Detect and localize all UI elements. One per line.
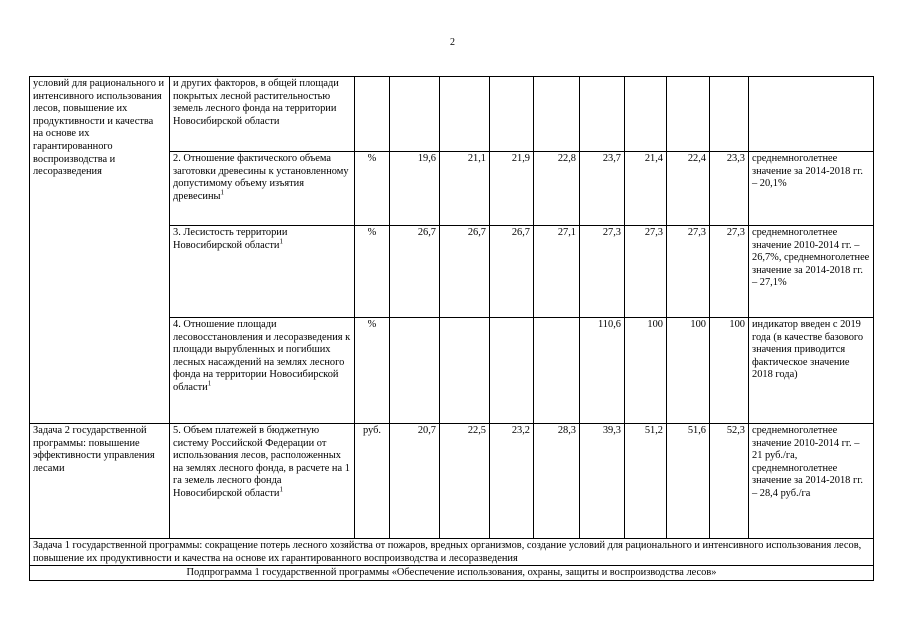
unit-cell: руб. — [355, 424, 390, 539]
indicator-text: 4. Отношение площади лесовосстановления и лесоразведения к площади вырубленных и погибших лесных насаждений на землях лесного фонда на территории Новосибирской области — [173, 319, 351, 393]
value-cell: 110,6 — [580, 318, 625, 424]
value-cell: 21,1 — [440, 152, 490, 226]
unit-cell: % — [355, 226, 390, 318]
indicator-cell — [170, 318, 355, 424]
value-cell: 51,6 — [667, 424, 710, 539]
value-cell: 22,5 — [440, 424, 490, 539]
table-row — [30, 566, 874, 581]
task-cell: Задача 2 государственной программы: повышение эффективности управления лесами — [30, 424, 170, 539]
value-cell: 20,7 — [390, 424, 440, 539]
value-cell — [490, 318, 534, 424]
note-cell: среднемноголетнее значение за 2014-2018 гг. – 20,1% — [749, 152, 874, 226]
value-cell — [580, 77, 625, 152]
indicators-table — [29, 76, 874, 581]
value-cell: 26,7 — [440, 226, 490, 318]
value-cell: 27,3 — [625, 226, 667, 318]
footnote-mark: 1 — [207, 379, 212, 388]
indicator-cell — [170, 226, 355, 318]
indicator-cell — [170, 424, 355, 539]
value-cell: 52,3 — [710, 424, 749, 539]
value-cell: 27,3 — [710, 226, 749, 318]
indicator-cell: и других факторов, в общей площади покрытых лесной растительностью земель лесного фонда на территории Новосибирской области — [170, 77, 355, 152]
unit-cell — [355, 77, 390, 152]
unit-cell: % — [355, 318, 390, 424]
task-cell: условий для рационального и интенсивного использования лесов, повышение их продуктивности и качества на основе их гарантированного воспроизводства и лесоразведения — [30, 77, 170, 424]
value-cell — [667, 77, 710, 152]
value-cell — [625, 77, 667, 152]
unit-cell: % — [355, 152, 390, 226]
footnote-mark: 1 — [279, 237, 283, 246]
value-cell: 100 — [710, 318, 749, 424]
table-row — [30, 424, 874, 539]
note-cell: среднемноголетнее значение 2010-2014 гг. – 26,7%, среднемноголетнее значение за 2014-2018 гг. – 27,1% — [749, 226, 874, 318]
value-cell — [440, 318, 490, 424]
table-row — [30, 539, 874, 566]
value-cell: 27,3 — [667, 226, 710, 318]
indicator-cell — [170, 152, 355, 226]
value-cell: 23,7 — [580, 152, 625, 226]
value-cell: 27,3 — [580, 226, 625, 318]
value-cell: 21,9 — [490, 152, 534, 226]
indicator-text: 5. Объем платежей в бюджетную систему Российской Федерации от использования лесов, расположенных на землях лесного фонда, в расчете на 1 га земель лесного фонда Новосибирской области — [173, 425, 350, 499]
table-row — [30, 77, 874, 152]
value-cell: 51,2 — [625, 424, 667, 539]
page-number: 2 — [450, 37, 455, 48]
value-cell: 100 — [667, 318, 710, 424]
indicator-text: 3. Лесистость территории Новосибирской области — [173, 227, 288, 251]
value-cell — [534, 77, 580, 152]
value-cell: 27,1 — [534, 226, 580, 318]
value-cell: 28,3 — [534, 424, 580, 539]
subprogram-row: Подпрограмма 1 государственной программы «Обеспечение использования, охраны, защиты и воспроизводства лесов» — [30, 566, 874, 581]
value-cell: 39,3 — [580, 424, 625, 539]
value-cell: 100 — [625, 318, 667, 424]
note-cell — [749, 77, 874, 152]
indicator-text: 2. Отношение фактического объема заготовки древесины к установленному допустимому объему изъятия древесины — [173, 153, 349, 202]
value-cell: 23,2 — [490, 424, 534, 539]
value-cell: 19,6 — [390, 152, 440, 226]
footnote-mark: 1 — [279, 485, 283, 494]
value-cell — [440, 77, 490, 152]
value-cell — [390, 318, 440, 424]
footnote-mark: 1 — [220, 188, 225, 197]
value-cell — [710, 77, 749, 152]
value-cell — [534, 318, 580, 424]
value-cell: 22,4 — [667, 152, 710, 226]
value-cell: 22,8 — [534, 152, 580, 226]
value-cell: 26,7 — [490, 226, 534, 318]
value-cell: 21,4 — [625, 152, 667, 226]
value-cell — [490, 77, 534, 152]
note-cell: среднемноголетнее значение 2010-2014 гг. – 21 руб./га, среднемноголетнее значение за 2014-2018 гг. – 28,4 руб./га — [749, 424, 874, 539]
value-cell — [390, 77, 440, 152]
note-cell: индикатор введен с 2019 года (в качестве базового значения приводится фактическое значение 2018 года) — [749, 318, 874, 424]
value-cell: 23,3 — [710, 152, 749, 226]
task-1-row: Задача 1 государственной программы: сокращение потерь лесного хозяйства от пожаров, вредных организмов, создание условий для рационального и интенсивного использования лесов, повышение их продуктивности и качества на основе их гарантированного воспроизводства и лесоразведения — [30, 539, 874, 566]
value-cell: 26,7 — [390, 226, 440, 318]
